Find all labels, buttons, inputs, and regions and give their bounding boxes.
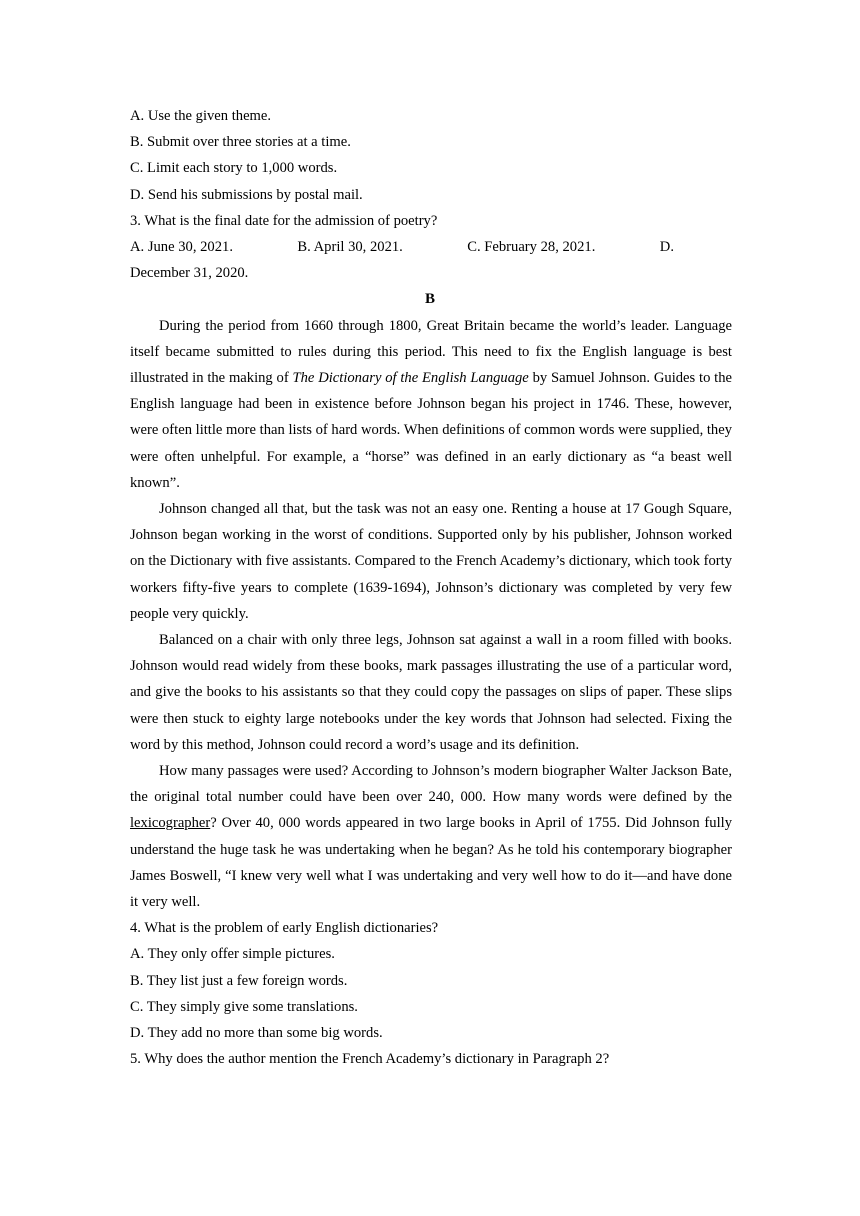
option-b: B. Submit over three stories at a time.	[130, 134, 351, 151]
p4-text-b: ? Over 40, 000 words appeared in two large books in April of 1755. Did Johnson fully understand the huge task he was undertaking when he began? As he told his contemporary biographer James Boswell, “I knew very well what I was undertaking and very well how to do it—and have done it very well.	[130, 815, 732, 910]
document-page	[130, 103, 732, 1072]
q3-option-d: D.	[659, 238, 674, 255]
option-c: C. Limit each story to 1,000 words.	[130, 160, 338, 177]
p4-text-a: How many passages were used? According to Johnson’s modern biographer Walter Jackson Bate, the original total number could have been over 240, 000. How many words were defined by the	[130, 762, 732, 806]
q3-option-c: C. February 28, 2021.	[467, 238, 596, 255]
question-4: 4. What is the problem of early English dictionaries?	[130, 920, 439, 937]
option-d: D. Send his submissions by postal mail.	[130, 186, 363, 203]
option-a: A. Use the given theme.	[130, 108, 272, 124]
paragraph-1	[130, 313, 732, 496]
paragraph-3: Balanced on a chair with only three legs, Johnson sat against a wall in a room filled with books. Johnson would read widely from these books, mark passages illustrating the use of a particular word, and give the books to his assistants so that they could copy the passages on slips of paper. These slips were then stuck to eighty large notebooks under the key words that Johnson had selected. Fixing the word by this method, Johnson could record a word’s usage and its definition.	[130, 631, 732, 753]
q4-option-b: B. They list just a few foreign words.	[130, 972, 348, 989]
p1-book-title: The Dictionary of the English Language	[292, 369, 529, 386]
q3-option-b: B. April 30, 2021.	[297, 238, 403, 255]
question-3-options	[130, 234, 674, 260]
p4-underlined-word: lexicographer	[130, 815, 211, 832]
paragraph-4	[130, 758, 732, 915]
p1-text-a: During the period from 1660 through 1800, Great Britain became the world’s leader. Language itself became submitted to rules during this period. This need to fix the English language is best illustrated in the making of	[130, 317, 732, 386]
q4-option-c: C. They simply give some translations.	[130, 998, 358, 1015]
section-title: B	[424, 291, 435, 308]
q3-option-d-wrap: December 31, 2020.	[130, 265, 249, 282]
q3-option-a: A. June 30, 2021.	[130, 238, 233, 255]
question-3: 3. What is the final date for the admission of poetry?	[130, 212, 438, 229]
question-5: 5. Why does the author mention the French Academy’s dictionary in Paragraph 2?	[130, 1051, 610, 1068]
p1-text-b: by Samuel Johnson. Guides to the English language had been in existence before Johnson began his project in 1746. These, however, were often little more than lists of hard words. When definitions of common words were supplied, they were often unhelpful. For example, a “horse” was defined in an early dictionary as “a beast well known”.	[130, 369, 733, 491]
q4-option-d: D. They add no more than some big words.	[130, 1024, 383, 1041]
q4-option-a: A. They only offer simple pictures.	[130, 946, 335, 963]
paragraph-2: Johnson changed all that, but the task was not an easy one. Renting a house at 17 Gough Square, Johnson began working in the worst of conditions. Supported only by his publisher, Johnson worked on the Dictionary with five assistants. Compared to the French Academy’s dictionary, which took forty workers fifty-five years to complete (1639-1694), Johnson’s dictionary was completed by very few people very quickly.	[130, 500, 732, 622]
